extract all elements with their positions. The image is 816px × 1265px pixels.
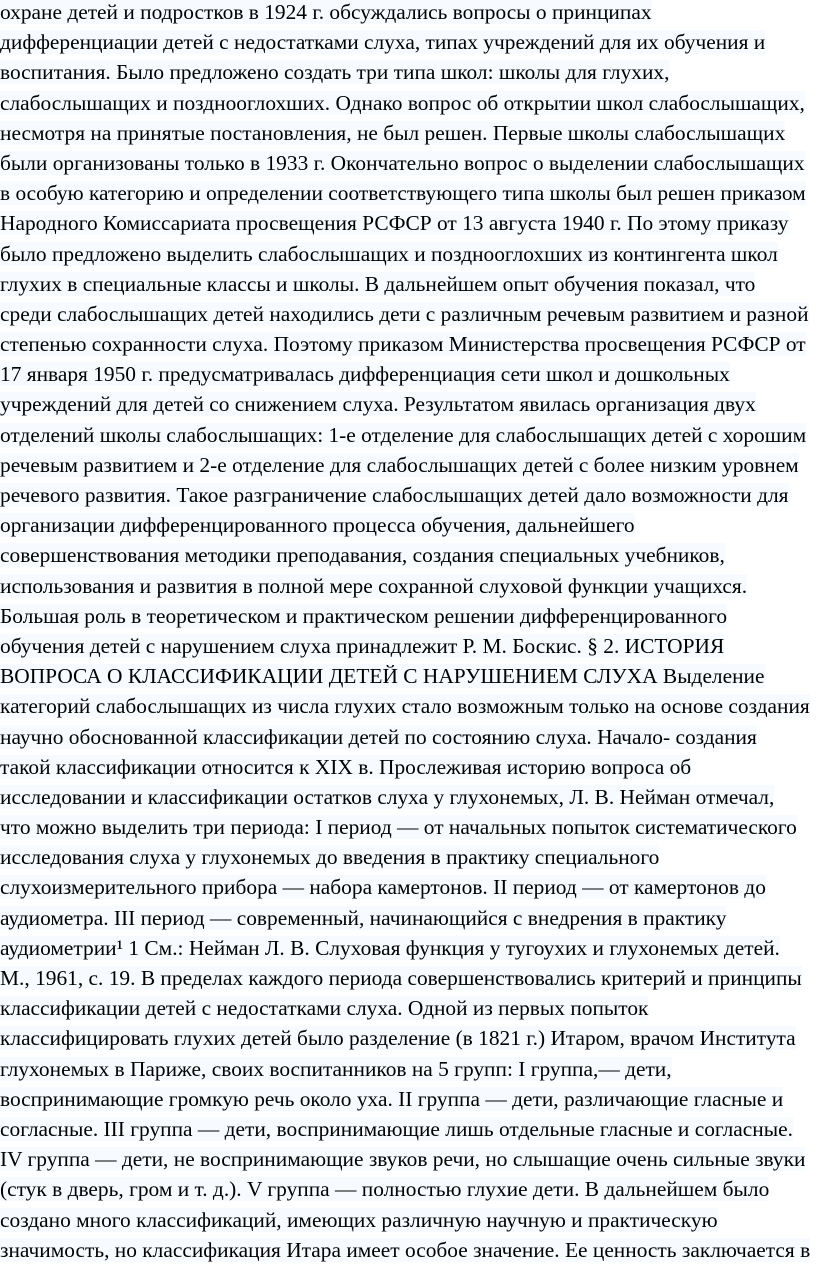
text-line: 17 января 1950 г. предусматривалась дифференциация сети школ и дошкольных (0, 362, 730, 387)
footnote-line: аудиометрии¹ 1 См.: Нейман Л. В. Слуховая функция у тугоухих и глухонемых детей. (0, 935, 780, 960)
text-line: учреждений для детей со снижением слуха. Результатом явилась организация двух (0, 392, 756, 417)
text-line: несмотря на принятые постановления, не был решен. Первые школы слабослышащих (0, 120, 786, 145)
section-heading-line: ВОПРОСА О КЛАССИФИКАЦИИ ДЕТЕЙ С НАРУШЕНИЕМ СЛУХА Выделение (0, 664, 765, 689)
text-line: охране детей и подростков в 1924 г. обсуждались вопросы о принципах (0, 0, 652, 24)
text-line: обучения детей с нарушением слуха принадлежит Р. М. Боскис. § 2. ИСТОРИЯ (0, 633, 725, 658)
text-line: Народного Комиссариата просвещения РСФСР от 13 августа 1940 г. По этому приказу (0, 211, 789, 236)
text-line: среди слабослышащих детей находились дети с различным речевым развитием и разной (0, 301, 809, 326)
text-line: научно обоснованной классификации детей по состоянию слуха. Начало- создания (0, 724, 757, 749)
text-line: исследовании и классификации остатков слуха у глухонемых, Л. В. Нейман отмечал, (0, 784, 775, 809)
text-line: Большая роль в теоретическом и практическом решении дифференцированного (0, 603, 728, 628)
text-line: М., 1961, с. 19. В пределах каждого периода совершенствовались критерий и принципы (0, 966, 802, 990)
text-line: организации дифференцированного процесса обучения, дальнейшего (0, 513, 635, 538)
text-line: в особую категорию и определении соответствующего типа школы был решен приказом (0, 181, 806, 206)
text-line: речевым развитием и 2-е отделение для слабослышащих детей с более низким уровнем (0, 452, 799, 477)
text-line: IV группа — дети, не воспринимающие звуков речи, но слышащие очень сильные звуки (0, 1147, 806, 1172)
text-line: согласные. III группа — дети, воспринимающие лишь отдельные гласные и согласные. (0, 1116, 793, 1141)
text-line: дифференциации детей с недостатками слуха, типах учреждений для их обучения и (0, 30, 766, 55)
text-line: совершенствования методики преподавания, создания специальных учебников, (0, 543, 725, 568)
text-line: такой классификации относится к XIX в. Прослеживая историю вопроса об (0, 754, 692, 779)
text-line: категорий слабослышащих из числа глухих стало возможным только на основе создания (0, 694, 810, 719)
text-line: глухих в специальные классы и школы. В дальнейшем опыт обучения показал, что (0, 271, 756, 296)
text-line: (стук в дверь, гром и т. д.). V группа — полностью глухие дети. В дальнейшем было (0, 1177, 770, 1202)
text-line: воспитания. Было предложено создать три типа школ: школы для глухих, (0, 60, 670, 85)
text-line: что можно выделить три периода: I период — от начальных попыток систематического (0, 815, 797, 840)
text-line: классификации детей с недостатками слуха. Одной из первых попыток (0, 996, 649, 1021)
text-line: классифицировать глухих детей было разделение (в 1821 г.) Итаром, врачом Института (0, 1026, 796, 1051)
text-line: речевого развития. Такое разграничение слабослышащих детей дало возможности для (0, 483, 789, 507)
text-line: создано много классификаций, имеющих различную научную и практическую (0, 1207, 718, 1232)
text-line: были организованы только в 1933 г. Окончательно вопрос о выделении слабослышащих (0, 150, 805, 175)
text-line: слабослышащих и позднооглохших. Однако вопрос об открытии школ слабослышащих, (0, 90, 805, 115)
text-line: значимость, но классификация Итара имеет особое значение. Ее ценность заключается в (0, 1237, 811, 1262)
text-line: было предложено выделить слабослышащих и позднооглохших из контингента школ (0, 241, 778, 266)
text-line: слухоизмерительного прибора — набора камертонов. II период — от камертонов до (0, 875, 766, 900)
text-line: аудиометра. III период — современный, начинающийся с внедрения в практику (0, 905, 727, 930)
text-line: воспринимающие громкую речь около уха. II группа — дети, различающие гласные и (0, 1086, 784, 1111)
text-line: глухонемых в Париже, своих воспитанников на 5 групп: I группа,— дети, (0, 1056, 672, 1081)
text-line: степенью сохранности слуха. Поэтому приказом Министерства просвещения РСФСР от (0, 332, 806, 357)
text-line: исследования слуха у глухонемых до введения в практику специального (0, 845, 660, 870)
text-line: использования и развития в полной мере сохранной слуховой функции учащихся. (0, 573, 748, 598)
text-line: отделений школы слабослышащих: 1-е отделение для слабослышащих детей с хорошим (0, 422, 807, 447)
